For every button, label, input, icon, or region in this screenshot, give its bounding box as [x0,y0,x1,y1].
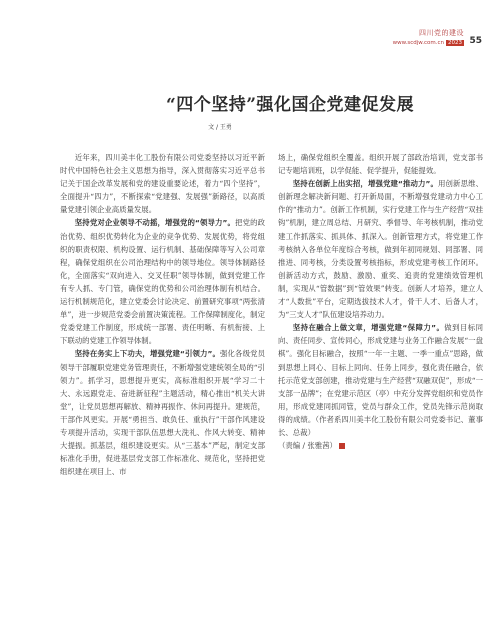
left-column [60,151,265,478]
paragraph [60,216,265,347]
paragraph [60,151,265,216]
section-heading: 坚持党对企业领导不动摇，增强党的“领导力”。 [74,218,236,228]
paragraph-text: 强化各级党员领导干部履职党建党务管理责任，不断增强党建统领全局的“引领力”。抓学习，思想提升更实，高标准组织开展“学习二十大、永远跟党走、奋进新征程”主题活动，精心推出“机关大讲堂”，让党员思想再解放、精神再振作、休问再提升。建规范，干部作风更实。开展“勇担当、敢负任、重执行”干部作风建设专项提升活动，实现干部队伍思想大洗礼、作风大转变、精神大提振。抓基层，组织建设更实。从“三基本”严起，制定支部标准化手册，促进基层党支部工作标准化、规范化，坚持把党组织建在项目上、市 [60,349,265,477]
page-header [0,0,496,60]
end-mark-icon [339,443,345,449]
article-author: 文 / 王勇 [208,124,232,131]
page-number: 55 [469,36,482,46]
paragraph-text: （责编 / 张雅茜） [278,441,337,451]
paragraph [278,321,483,439]
article-title: “四个坚持”强化国企党建促发展 [165,95,415,115]
paragraph-text: 场上，确保党组织全覆盖。组织开展了部政治培训，党支部书记专题培训班，以学促能、促学提升，促能提效。 [278,153,483,176]
paragraph-text: 做到目标同向、责任同步、宣传同心，形成党建与业务工作融合发展“一盘棋”。强化目标融合，按照“一年一主题、一季一重点”思路，做到思想上同心、目标上同向、任务上同步，强化责任融合，依托示范党支部创建，推动党建与生产经营“双融双促”，形成“一支部一品牌”；在党建示范区（亭）中充分发挥党组织和党员作用，形成党建同抓同管，党员与群众工作，党员先锋示范岗取得的成绩。（作者系四川美丰化工股份有限公司党委书记、董事长、总裁） [278,323,483,437]
year-badge: 2023 [448,40,462,46]
paragraph-text: 把党的政治优势、组织优势转化为企业的竞争优势、发展优势，将党组织的职责权限、机构设置、运行机制、基础保障等写入公司章程，确保党组织在公司治理结构中的领导地位。领导体制路径化，全面落实“双向进入、交叉任职”领导体制，做到党建工作有专人抓、专门管，确保党的优势和公司治理体制有机结合。运行机制规范化，建立党委会讨论决定、前置研究事项“两张清单”，进一步规范党委会前置决策流程。工作保障制度化，制定党委党建工作制度，形成统一部署、责任明晰、有机衔接、上下联动的党建工作领导体制。 [60,218,265,346]
paragraph-text: 用创新思维、创新理念解决新问题、打开新局面，不断增强党建动力中心工作的“推动力”。创新工作机制，实行党建工作与生产经营“双挂钩”机制，建立周总结、月研究、季督导、年考核机制，推动党建工作抓落实、抓具体、抓深入。创新管理方式，将党建工作考核纳入各单位年度综合考核，做到年初同规划、同部署、同推进、同考核，分类设置考核指标，形成党建考核工作闭环。创新活动方式，鼓励、激励、重奖、追责的党建绩效管理机制，实现从“管数据”到“管效果”转变。创新人才培养，建立人才“人数批”平台，定期选拔技术人才，骨干人才、后备人才，为“三支人才”队伍建设培养动力。 [278,179,483,320]
magazine-name: 四川党的建设 [419,29,464,37]
section-heading: 坚持在务实上下功夫，增强党建“引领力”。 [74,349,221,359]
right-column [278,151,483,452]
magazine-masthead [324,28,464,46]
paragraph [278,151,483,177]
magazine-url-line [324,40,464,46]
paragraph [60,347,265,478]
paragraph [278,439,483,452]
section-heading: 坚持在创新上出实招，增强党建“推动力”。 [292,179,439,189]
paragraph-text: 近年来，四川美丰化工股份有限公司党委坚持以习近平新时代中国特色社会主义思想为指导，深入贯彻落实习近平总书记关于国企改革发展和党的建设重要论述，着力“四个坚持”，全面提升“四力”，不断探索“党建强、发展强”新路径，以高质量党建引领企业高质量发展。 [60,153,265,215]
paragraph [278,177,483,321]
magazine-url: www.scdjw.com.cn [392,40,444,46]
section-heading: 坚持在融合上做文章，增强党建“保障力”。 [292,323,445,333]
